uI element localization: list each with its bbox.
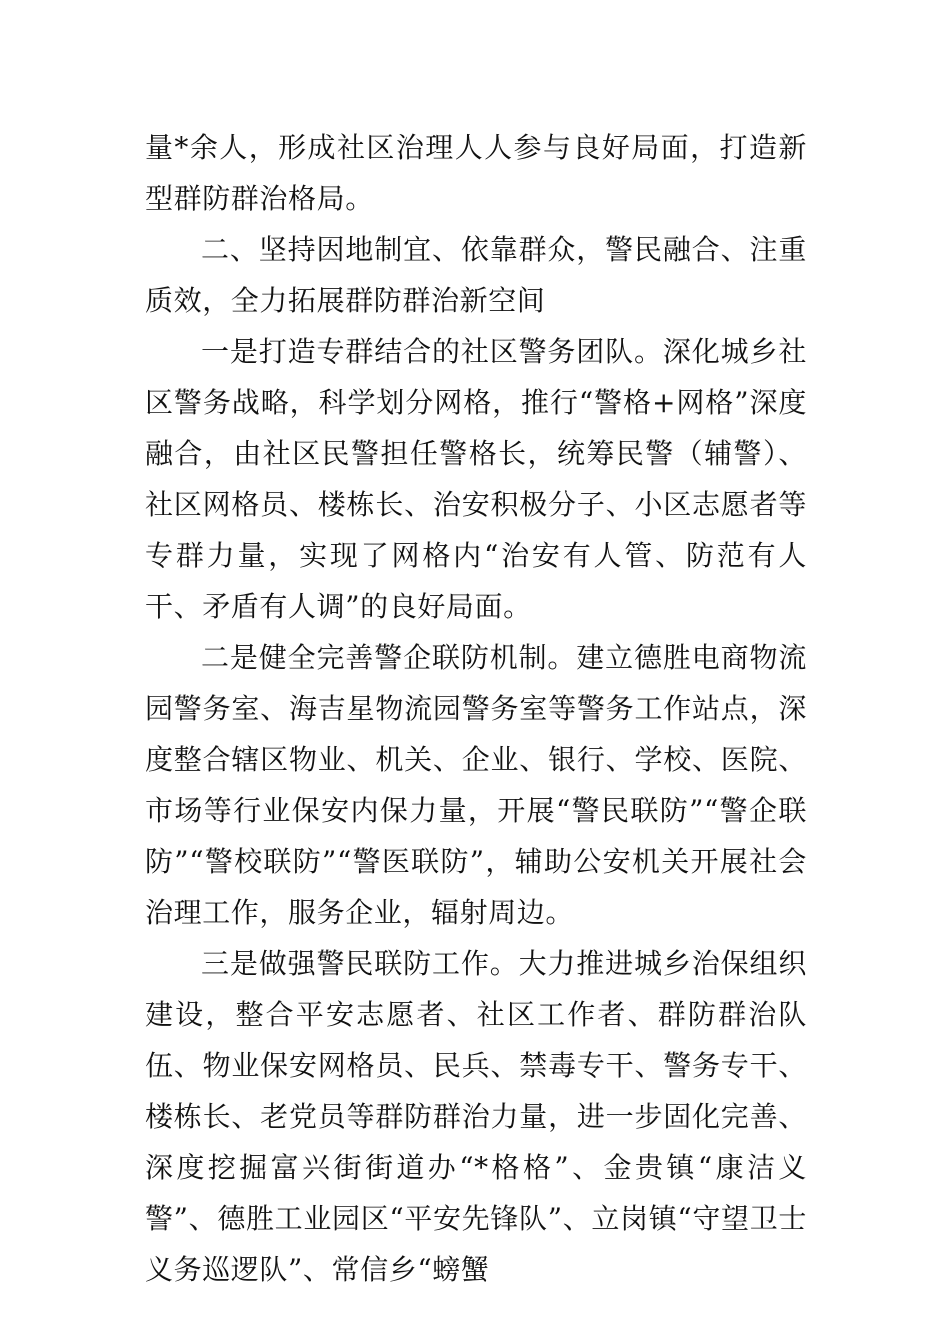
paragraph-continuation: 量*余人，形成社区治理人人参与良好局面，打造新型群防群治格局。 xyxy=(145,131,807,215)
paragraph-police-civilian: 三是做强警民联防工作。大力推进城乡治保组织建设，整合平安志愿者、社区工作者、群防群治队伍、物业保安网格员、民兵、禁毒专干、警务专干、楼栋长、老党员等群防群治力量，进一步固化完善、深度挖掘富兴街街道办“*格格”、金贵镇“康洁义警”、德胜工业园区“平安先锋队”、立岗镇“守望卫士义务巡逻队”、常信乡“螃蟹 xyxy=(145,947,807,1286)
paragraph-team: 一是打造专群结合的社区警务团队。深化城乡社区警务战略，科学划分网格，推行“警格+网格”深度融合，由社区民警担任警格长，统筹民警（辅警）、社区网格员、楼栋长、治安积极分子、小区志愿者等专群力量，实现了网格内“治安有人管、防范有人干、矛盾有人调”的良好局面。 xyxy=(145,335,807,623)
document-body xyxy=(145,122,807,1295)
section-heading: 二、坚持因地制宜、依靠群众，警民融合、注重质效，全力拓展群防群治新空间 xyxy=(145,233,807,317)
paragraph-police-enterprise: 二是健全完善警企联防机制。建立德胜电商物流园警务室、海吉星物流园警务室等警务工作站点，深度整合辖区物业、机关、企业、银行、学校、医院、市场等行业保安内保力量，开展“警民联防”“警企联防”“警校联防”“警医联防”，辅助公安机关开展社会治理工作，服务企业，辐射周边。 xyxy=(145,641,807,929)
